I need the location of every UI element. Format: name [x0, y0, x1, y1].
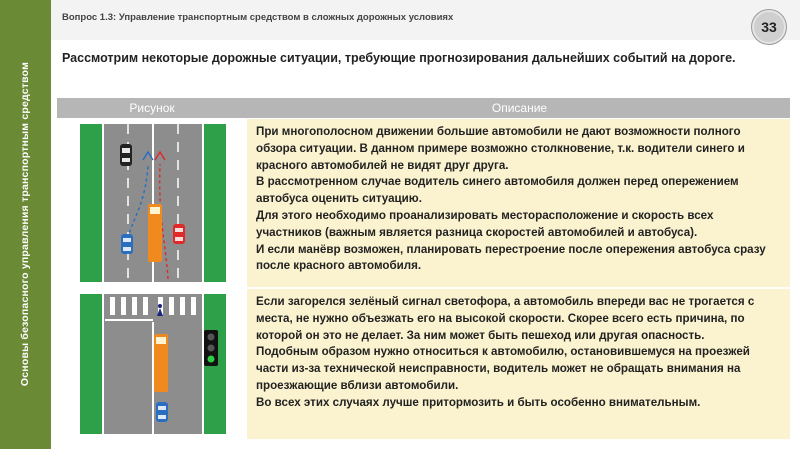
picture-cell — [57, 289, 247, 439]
stopped-bus — [154, 334, 168, 392]
sidebar-title: Основы безопасного управления транспортным средством — [19, 61, 31, 387]
traffic-light-icon — [204, 330, 218, 366]
header-title: Вопрос 1.3: Управление транспортным средством в сложных дорожных условиях — [62, 12, 454, 23]
content-table — [57, 98, 790, 439]
blue-car — [121, 234, 133, 254]
bus — [148, 204, 162, 262]
table-row — [57, 289, 790, 439]
sidebar — [0, 0, 51, 449]
table-header — [57, 98, 790, 118]
picture-cell — [57, 119, 247, 287]
blue-car — [156, 402, 168, 422]
description-text: Если загорелся зелёный сигнал светофора, а автомобиль впереди вас не трогается с места, не нужно объезжать его на высокой скорости. Скорее всего есть причина, по которой он это не делает. За ним может быть пешеход или другая опасность. Подобным образом нужно относиться к автомобилю, остановившемуся на проезжей части из-за технической неисправности, водитель может не обращать внимания на проезжающие вблизи автомобили. Во всех этих случаях лучше притормозить и быть особенно внимательным. — [256, 295, 755, 409]
column-header-description: Описание — [491, 101, 548, 115]
multilane-road-illustration — [80, 124, 226, 282]
intro-text: Рассмотрим некоторые дорожные ситуации, требующие прогнозирования дальнейших событий на дороге. — [62, 51, 736, 65]
page-number-badge: 33 — [751, 9, 787, 45]
description-text: При многополосном движении большие автомобили не дают возможности полного обзора ситуации. В данном примере возможно столкновение, т.к. водители синего и красного автомобилей не видят друг друга. В рассмотренном случае водитель синего автомобиля должен перед опережением автобуса оценить ситуацию. Для этого необходимо проанализировать месторасположение и скорость всех участников (важным является разница скоростей автомобилей и автобуса). И если манёвр возможен, планировать перестроение после опережения автобуса сразу после красного автомобиля. — [256, 125, 766, 273]
crosswalk-illustration — [80, 294, 226, 434]
red-car — [173, 224, 185, 244]
description-cell — [249, 119, 790, 287]
table-row — [57, 119, 790, 287]
column-header-picture: Рисунок — [129, 101, 175, 115]
oncoming-car — [120, 144, 132, 166]
description-cell — [249, 289, 790, 439]
